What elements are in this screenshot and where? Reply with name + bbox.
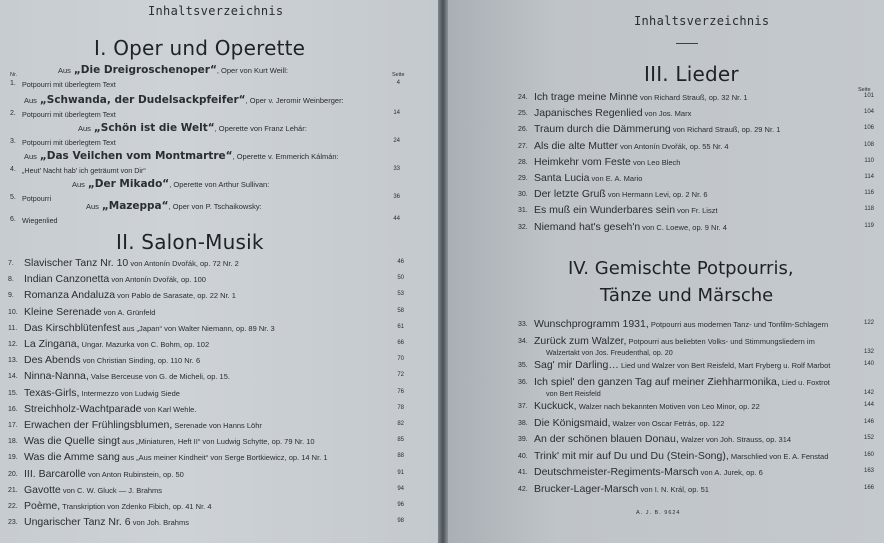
lieder-entry xyxy=(534,156,680,168)
entry-title: Was die Quelle singt xyxy=(24,435,120,448)
entry-item: „Heut' Nacht hab' ich geträumt von Dir“ xyxy=(22,166,146,175)
entry-title: Romanza Andaluza xyxy=(24,289,116,302)
salon-entry xyxy=(24,338,209,350)
entry-item: Potpourri xyxy=(22,194,52,203)
entry-number: 24. xyxy=(518,94,528,101)
page-number: 98 xyxy=(397,518,404,525)
left-page-header: Inhaltsverzeichnis xyxy=(148,4,284,18)
opera-title: „Die Dreigroschenoper“ xyxy=(73,64,217,76)
entry-number: 30. xyxy=(518,191,528,199)
page-number: 122 xyxy=(863,320,874,326)
aus-label: Aus xyxy=(24,152,37,161)
entry-number: 13. xyxy=(8,357,18,365)
lieder-entry xyxy=(534,172,642,184)
entry-number: 1. xyxy=(10,80,16,87)
page-number: 144 xyxy=(863,402,874,408)
entry-number: 32. xyxy=(518,223,528,231)
salon-entry xyxy=(24,468,184,480)
mixed-entry xyxy=(534,376,830,388)
aus-label: Aus xyxy=(24,96,37,105)
salon-entry xyxy=(24,451,328,463)
opera-desc: , Oper v. xyxy=(245,96,276,105)
page-number: 163 xyxy=(863,468,874,474)
entry-number: 3. xyxy=(10,138,16,145)
lieder-entry xyxy=(534,204,718,216)
section-heading-salon: II. Salon-Musik xyxy=(116,230,264,254)
page-number: 106 xyxy=(863,125,874,132)
entry-detail: von Richard Strauß, op. 32 Nr. 1 xyxy=(637,93,748,102)
page-number: 78 xyxy=(397,404,404,411)
page-number: 118 xyxy=(864,206,874,213)
entry-number: 26. xyxy=(518,126,528,134)
entry-title: Erwachen der Frühlingsblumen, xyxy=(24,419,173,431)
entry-title: An der schönen blauen Donau, xyxy=(534,433,679,445)
entry-number: 37. xyxy=(518,403,528,410)
entry-number: 41. xyxy=(518,469,528,476)
entry-detail: von Richard Strauß, op. 29 Nr. 1 xyxy=(670,125,781,135)
entry-title: Texas-Girls, xyxy=(24,386,80,399)
entry-title: Streichholz-Wachtparade xyxy=(24,402,142,415)
aus-label: Aus xyxy=(58,66,71,75)
entry-detail: von Antonín Dvořák, op. 55 Nr. 4 xyxy=(618,141,729,151)
entry-number: 39. xyxy=(518,436,528,443)
entry-detail: Intermezzo von Ludwig Siede xyxy=(79,388,180,398)
page-number: 116 xyxy=(864,190,874,197)
page-number: 108 xyxy=(863,141,874,148)
entry-title: Ninna-Nanna, xyxy=(24,370,89,383)
entry-title: Traum durch die Dämmerung xyxy=(534,123,671,136)
entry-detail: von Pablo de Sarasate, op. 22 Nr. 1 xyxy=(115,291,236,301)
opera-desc: , Operette von xyxy=(169,180,219,189)
page-number: 132 xyxy=(863,348,874,355)
section-heading-opera: I. Oper und Operette xyxy=(94,36,306,60)
entry-number: 27. xyxy=(518,142,528,150)
opera-source-line xyxy=(78,122,307,134)
entry-detail: Lied und Walzer von Bert Reisfeld, Mart Fryberg u. Rolf Marbot xyxy=(618,361,831,370)
page-number: 85 xyxy=(397,437,404,444)
entry-title: Santa Lucia xyxy=(534,172,590,184)
entry-number: 35. xyxy=(518,362,528,369)
lieder-entry xyxy=(534,107,691,119)
entry-title: Das Kirschblütenfest xyxy=(24,321,121,334)
entry-detail: von Jos. Marx xyxy=(642,109,692,119)
entry-title: Die Königsmaid, xyxy=(534,416,611,429)
entry-detail: von Karl Wehle. xyxy=(141,404,197,414)
page-number: 101 xyxy=(863,93,874,99)
opera-title: „Mazeppa“ xyxy=(101,200,169,212)
entry-detail: aus „Miniaturen, Heft II“ von Ludwig Schytte, op. 79 Nr. 10 xyxy=(119,437,315,447)
entry-detail: von Antonín Dvořák, op. 100 xyxy=(109,275,206,285)
opera-source-line xyxy=(58,64,288,76)
entry-title: Kuckuck, xyxy=(534,400,577,412)
entry-detail: von Hermann Levi, op. 2 Nr. 6 xyxy=(605,190,708,200)
opera-desc: , Oper von xyxy=(168,202,206,211)
page-number: 114 xyxy=(864,174,874,180)
salon-entry xyxy=(24,322,275,334)
page-number: 61 xyxy=(397,323,404,330)
entry-title: La Zingana, xyxy=(24,338,80,350)
salon-entry xyxy=(24,484,162,496)
entry-number: 33. xyxy=(518,321,528,328)
lieder-entry xyxy=(534,123,780,135)
entry-detail: Potpourri aus modernen Tanz- und Tonfilm-Schlagern xyxy=(648,320,829,329)
right-page xyxy=(448,0,884,543)
section-heading-lieder: III. Lieder xyxy=(644,62,739,86)
lieder-entry xyxy=(534,221,727,233)
entry-detail: von E. A. Mario xyxy=(589,174,643,183)
salon-entry xyxy=(24,387,180,399)
page-number: 96 xyxy=(397,502,404,508)
mixed-entry xyxy=(534,450,828,462)
opera-title: „Das Veilchen vom Montmartre“ xyxy=(39,150,233,162)
entry-number: 28. xyxy=(518,158,528,166)
entry-title: Brucker-Lager-Marsch xyxy=(534,482,639,495)
page-number: 91 xyxy=(397,469,404,476)
book-gutter xyxy=(438,0,448,543)
entry-detail: von Fr. Liszt xyxy=(675,206,718,216)
opera-source-line xyxy=(72,178,269,190)
composer: Arthur Sullivan: xyxy=(218,180,270,189)
opera-desc: , Operette von xyxy=(214,124,265,133)
entry-item: Potpourri mit überlegtem Text xyxy=(22,80,116,89)
entry-title: Ungarischer Tanz Nr. 6 xyxy=(24,516,131,529)
entry-number: 22. xyxy=(8,503,18,510)
mixed-entry xyxy=(534,466,763,478)
page-number: 142 xyxy=(863,389,874,396)
entry-number: 20. xyxy=(8,470,18,478)
opera-desc: , Operette v. xyxy=(232,152,276,161)
entry-number: 21. xyxy=(8,486,18,494)
salon-entry xyxy=(24,370,230,382)
page-number: 82 xyxy=(397,421,404,427)
entry-number: 8. xyxy=(8,276,14,284)
left-page xyxy=(0,0,438,543)
composer: P. Tschaikowsky: xyxy=(205,202,262,211)
mixed-entry xyxy=(534,318,828,330)
entry-detail: Lied u. Foxtrot xyxy=(779,377,830,387)
entry-title: Als die alte Mutter xyxy=(534,139,619,152)
entry-title: Sag' mir Darling… xyxy=(534,359,619,371)
section-heading-mixed-line2: Tänze und Märsche xyxy=(600,285,774,306)
aus-label: Aus xyxy=(86,202,99,211)
composer: Emmerich Kálmán: xyxy=(275,152,339,161)
aus-label: Aus xyxy=(78,124,91,133)
entry-detail: Potpourri aus beliebten Volks- und Stimmungsliedern im xyxy=(626,336,815,346)
lieder-entry xyxy=(534,188,708,200)
entry-detail: Ungar. Mazurka von C. Bohm, op. 102 xyxy=(79,340,210,349)
entry-title: Kleine Serenade xyxy=(24,305,102,318)
salon-entry xyxy=(24,273,206,285)
publisher-footer: A. J. B. 9624 xyxy=(636,510,681,516)
entry-number: 2. xyxy=(10,110,16,117)
nr-column-label: Nr. xyxy=(10,72,18,78)
page-number: 166 xyxy=(863,484,874,491)
entry-number: 34. xyxy=(518,337,528,345)
entry-title: Heimkehr vom Feste xyxy=(534,155,631,168)
salon-entry xyxy=(24,403,196,415)
mixed-entry xyxy=(534,400,760,412)
entry-title: Japanisches Regenlied xyxy=(534,107,643,120)
page-number: 58 xyxy=(397,307,404,314)
section-heading-mixed-line1: IV. Gemischte Potpourris, xyxy=(568,258,794,279)
entry-detail: von Anton Rubinstein, op. 50 xyxy=(85,469,184,479)
entry-detail: Walzer nach bekannten Motiven von Leo Minor, op. 22 xyxy=(576,402,760,411)
salon-entry xyxy=(24,516,189,528)
entry-title: Ich spiel' den ganzen Tag auf meiner Ziehharmonika, xyxy=(534,375,780,388)
page-number: 146 xyxy=(863,418,874,425)
entry-item: Potpourri mit überlegtem Text xyxy=(22,138,116,147)
opera-source-line xyxy=(86,200,262,212)
entry-title: Wunschprogramm 1931, xyxy=(534,318,649,330)
entry-number: 38. xyxy=(518,419,528,427)
entry-number: 42. xyxy=(518,485,528,493)
entry-detail: Transkription von Zdenko Fibich, op. 41 Nr. 4 xyxy=(60,502,212,511)
entry-detail: aus „Japan“ von Walter Niemann, op. 89 Nr. 3 xyxy=(120,323,275,333)
page-number: 110 xyxy=(864,157,874,164)
entry-detail: von Christian Sinding, op. 110 Nr. 6 xyxy=(80,356,201,366)
entry-title: Indian Canzonetta xyxy=(24,273,110,286)
entry-title: Des Abends xyxy=(24,354,81,367)
mixed-entry xyxy=(534,483,709,495)
entry-number: 10. xyxy=(8,308,18,316)
entry-number: 31. xyxy=(518,207,528,215)
entry-title: Trink' mit mir auf Du und Du (Stein-Song), xyxy=(534,449,729,462)
seite-column-label-right: Seite xyxy=(858,87,871,93)
opera-source-line xyxy=(24,94,344,106)
page-number: 4 xyxy=(396,80,400,86)
right-page-header: Inhaltsverzeichnis xyxy=(634,14,770,28)
salon-entry xyxy=(24,500,212,512)
entry-detail: von Joh. Brahms xyxy=(130,518,189,528)
page-number: 50 xyxy=(397,275,404,282)
composer: Franz Lehár: xyxy=(264,124,307,133)
lieder-entry xyxy=(534,140,729,152)
entry-detail: von Leo Blech xyxy=(630,157,681,167)
page-number: 140 xyxy=(863,361,874,367)
entry-number: 16. xyxy=(8,405,18,413)
entry-number: 5. xyxy=(10,194,16,201)
page-number: 53 xyxy=(397,291,404,298)
opera-title: „Schwanda, der Dudelsackpfeifer“ xyxy=(39,94,246,106)
entry-title: Ich trage meine Minne xyxy=(534,91,638,103)
page-number: 14 xyxy=(393,110,400,116)
entry-detail: Serenade von Hanns Löhr xyxy=(172,421,262,430)
page-number: 24 xyxy=(393,138,400,144)
page-number: 66 xyxy=(397,340,404,346)
entry-detail: von A. Grünfeld xyxy=(101,307,156,317)
entry-detail: von C. W. Gluck — J. Brahms xyxy=(60,485,163,495)
salon-entry xyxy=(24,257,239,269)
page-number: 36 xyxy=(393,194,400,200)
page-number: 94 xyxy=(397,485,404,492)
entry-number: 4. xyxy=(10,166,16,173)
entry-number: 7. xyxy=(8,260,14,267)
entry-detail: Walzer von Oscar Fetrás, op. 122 xyxy=(610,418,725,428)
salon-entry xyxy=(24,289,236,301)
page-number: 72 xyxy=(397,372,404,379)
entry-detail: Marschlied von E. A. Fenstad xyxy=(728,451,829,461)
composer: Kurt Weill: xyxy=(253,66,289,75)
lieder-entry xyxy=(534,91,748,103)
mixed-entry xyxy=(534,433,791,445)
entry-detail: Valse Berceuse von G. de Micheli, op. 15. xyxy=(88,372,230,382)
entry-title: Deutschmeister-Regiments-Marsch xyxy=(534,466,699,478)
salon-entry xyxy=(24,354,200,366)
entry-number: 23. xyxy=(8,519,18,527)
entry-title: III. Barcarolle xyxy=(24,467,86,480)
page-number: 70 xyxy=(397,356,404,363)
page-number: 119 xyxy=(864,222,874,229)
entry-number: 12. xyxy=(8,341,18,348)
entry-number: 36. xyxy=(518,378,528,386)
page-number: 44 xyxy=(393,216,400,222)
entry-number: 9. xyxy=(8,292,14,300)
entry-number: 17. xyxy=(8,422,18,429)
opera-title: „Schön ist die Welt“ xyxy=(93,122,215,134)
entry-detail: aus „Aus meiner Kindheit“ von Serge Bortkiewicz, op. 14 Nr. 1 xyxy=(119,453,328,463)
entry-detail: von C. Loewe, op. 9 Nr. 4 xyxy=(640,222,727,232)
opera-desc: , Oper von xyxy=(216,66,254,75)
entry-number: 6. xyxy=(10,216,16,223)
page-number: 33 xyxy=(393,166,400,172)
entry-title: Der letzte Gruß xyxy=(534,188,606,201)
seite-column-label: Seite xyxy=(392,72,405,78)
entry-number: 15. xyxy=(8,389,18,397)
page-number: 88 xyxy=(397,453,404,460)
entry-detail: von A. Jurek, op. 6 xyxy=(698,468,763,477)
salon-entry xyxy=(24,419,262,431)
entry-item: Wiegenlied xyxy=(22,216,58,225)
entry-number: 19. xyxy=(8,454,18,462)
entry-title: Slavischer Tanz Nr. 10 xyxy=(24,257,129,269)
entry-detail-continued: Walzertakt von Jos. Freudenthal, op. 20 xyxy=(546,347,673,357)
entry-item: Potpourri mit überlegtem Text xyxy=(22,110,116,119)
entry-number: 25. xyxy=(518,110,528,118)
entry-detail: Walzer von Joh. Strauss, op. 314 xyxy=(678,435,792,444)
header-divider xyxy=(676,43,698,44)
mixed-entry xyxy=(534,359,830,371)
page-number: 160 xyxy=(863,451,874,458)
page-number: 104 xyxy=(863,109,874,116)
composer: Jeromir Weinberger: xyxy=(275,96,344,105)
page-number: 76 xyxy=(397,388,404,395)
entry-number: 29. xyxy=(518,175,528,182)
entry-detail: von I. N. Král, op. 51 xyxy=(638,484,709,494)
salon-entry xyxy=(24,306,155,318)
entry-number: 40. xyxy=(518,452,528,460)
aus-label: Aus xyxy=(72,180,85,189)
opera-title: „Der Mikado“ xyxy=(87,178,170,190)
entry-number: 11. xyxy=(8,324,18,332)
entry-number: 18. xyxy=(8,438,18,446)
entry-title: Was die Amme sang xyxy=(24,451,120,464)
entry-title: Niemand hat's geseh'n xyxy=(534,220,641,233)
entry-title: Gavotte xyxy=(24,483,61,496)
entry-title: Poème, xyxy=(24,500,61,512)
mixed-entry xyxy=(534,335,815,347)
entry-title: Zurück zum Walzer, xyxy=(534,334,627,347)
page-number: 46 xyxy=(397,259,404,265)
entry-title: Es muß ein Wunderbares sein xyxy=(534,204,676,217)
entry-number: 14. xyxy=(8,373,18,381)
mixed-entry xyxy=(534,417,724,429)
opera-source-line xyxy=(24,150,339,162)
entry-detail-continued: von Bert Reisfeld xyxy=(546,388,601,398)
salon-entry xyxy=(24,435,315,447)
page-number: 152 xyxy=(863,435,874,441)
entry-detail: von Antonín Dvořák, op. 72 Nr. 2 xyxy=(128,259,239,268)
